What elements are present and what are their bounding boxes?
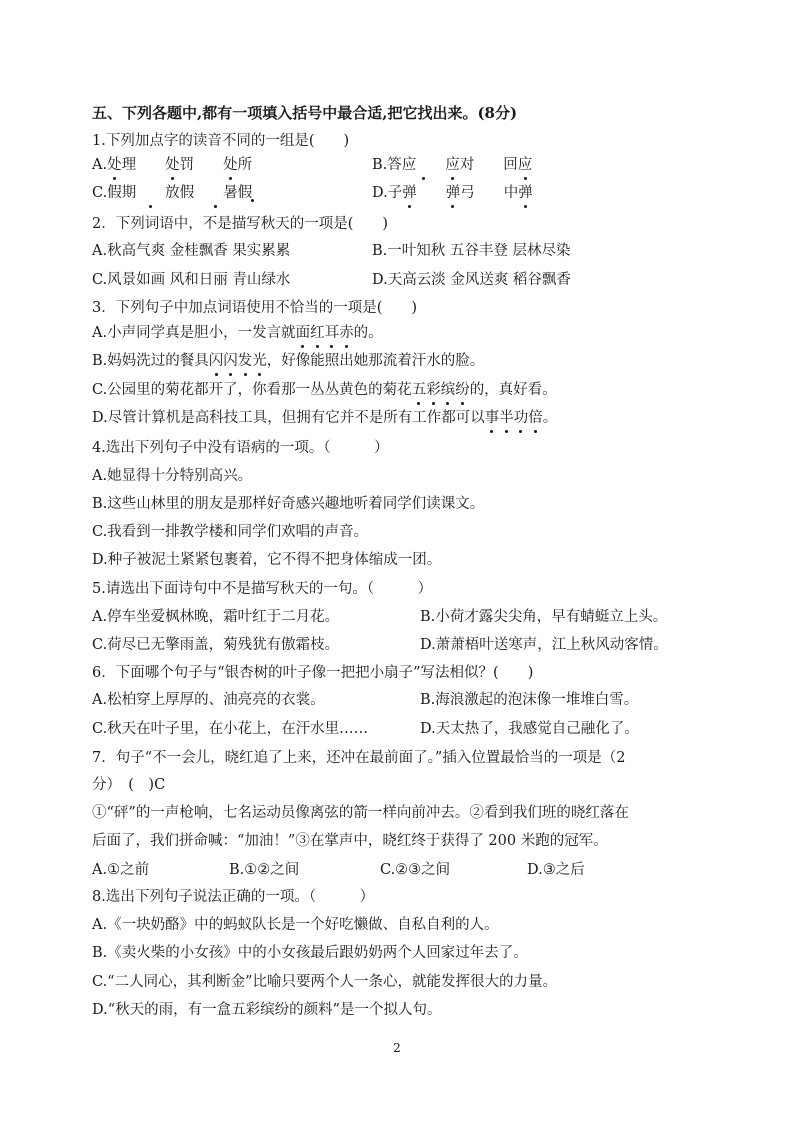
q7-option-a: A.①之前 (92, 862, 150, 878)
q3-option-d: D.尽管计算机是高科技工具，但拥有它并不是所有工作都可以事半功倍。 (92, 410, 558, 426)
dotted-char: 处 (165, 157, 180, 173)
dotted-char: 应 (401, 157, 446, 173)
dotted-char: 期 放 (121, 185, 180, 201)
dotted-char: 纷 (455, 382, 470, 398)
dotted-char: 弹 (402, 185, 417, 201)
q2-option-c: C.风景如画 风和日丽 青山绿水 (92, 272, 291, 288)
q7-option-d: D.③之后 (527, 862, 585, 878)
q7-passage-line2: 后面了，我们拼命喊：“加油！”③在掌声中，晓红终于获得了 200 米跑的冠军。 (92, 833, 608, 849)
q7-stem-line2: 分） ( )C (92, 777, 166, 793)
dotted-char: 赤 (339, 325, 354, 341)
q6-option-b: B.海浪激起的泡沫像一堆堆白雪。 (420, 692, 639, 708)
dotted-char: 事 (484, 410, 500, 426)
q4-stem: 4.选出下列句子中没有语病的一项。（ ） (92, 440, 389, 456)
section-heading: 五、下列各题中,都有一项填入括号中最合适,把它找出来。(8分) (92, 104, 518, 122)
q7-option-b: B.①②之间 (229, 862, 300, 878)
q5-stem: 5.请选出下面诗句中不是描写秋天的一句。（ ） (92, 581, 433, 597)
q6-option-a: A.松柏穿上厚厚的、油亮亮的衣裳。 (92, 692, 325, 708)
dotted-char: 应 (517, 157, 533, 173)
q6-option-d: D.天太热了，我感觉自己融化了。 (420, 721, 639, 737)
q7-option-c: C.②③之间 (380, 862, 451, 878)
dotted-char: 倍 (528, 410, 543, 426)
dotted-char: 发 (237, 353, 253, 369)
dotted-char: 彩 (426, 382, 441, 398)
dotted-char: 弹 (518, 185, 533, 201)
dotted-phrase (412, 382, 470, 398)
q2-option-a: A.秋高气爽 金桂飘香 果实累累 (92, 243, 291, 259)
dotted-char: 功 (513, 410, 529, 426)
dotted-phrase (209, 353, 267, 369)
q4-option-d: D.种子被泥土紧紧包裹着，它不得不把身体缩成一团。 (92, 552, 442, 568)
q6-stem: 6．下面哪个句子与“银杏树的叶子像一把把小扇子”写法相似？( ) (92, 665, 534, 681)
q7-stem-line1: 7．句子“不一会儿，晓红追了上来，还冲在最前面了。”插入位置最恰当的一项是（2 (92, 750, 626, 766)
dotted-phrase (485, 410, 543, 426)
q3-stem: 3．下列句子中加点词语使用不恰当的一项是( ) (92, 300, 418, 316)
q6-option-c: C.秋天在叶子里，在小花上，在汗水里…… (92, 721, 369, 737)
dotted-char: 弹 (445, 185, 461, 201)
q1-stem: 1.下列加点字的读音不同的一组是( ) (92, 133, 350, 149)
dotted-char: 处 (223, 157, 238, 173)
q2-stem: 2．下列词语中，不是描写秋天的一项是( ) (92, 216, 389, 232)
q5-option-b: B.小荷才露尖尖角，早有蜻蜓立上头。 (420, 609, 668, 625)
dotted-char: 处 (107, 157, 122, 173)
dotted-char: 应 (445, 157, 460, 173)
dotted-char: 闪 (208, 353, 224, 369)
q4-option-c: C.我看到一排教学楼和同学们欢唱的声音。 (92, 524, 369, 540)
q8-option-b: B.《卖火柴的小女孩》中的小女孩最后跟奶奶两个人回家过年去了。 (92, 945, 528, 961)
q2-option-d: D.天高云淡 金风送爽 稻谷飘香 (372, 272, 571, 288)
q4-option-a: A.她显得十分特别高兴。 (92, 468, 253, 484)
q5-option-d: D.萧萧梧叶送寒声，江上秋风动客情。 (420, 637, 668, 653)
q2-option-b: B.一叶知秋 五谷丰登 层林尽染 (372, 243, 571, 259)
dotted-char: 五 (411, 382, 427, 398)
dotted-char: 缤 (440, 382, 456, 398)
dotted-char: 面 (295, 325, 311, 341)
q1-option-b: B.答应 应对 回应 (372, 157, 533, 173)
q1-option-c: C.假期 放假 暑假 (92, 185, 253, 201)
dotted-char: 耳 (324, 325, 340, 341)
dotted-char: 闪 (223, 353, 238, 369)
dotted-char: 光 (252, 353, 267, 369)
q8-option-a: A.《一块奶酪》中的蚂蚁队长是一个好吃懒做、自私自利的人。 (92, 917, 499, 933)
q5-option-a: A.停车坐爱枫林晚，霜叶红于二月花。 (92, 609, 340, 625)
q8-option-d: D.“秋天的雨，有一盒五彩缤纷的颜料”是一个拟人句。 (92, 1002, 442, 1018)
page-number: 2 (393, 1041, 401, 1055)
dotted-char: 暑 (194, 185, 238, 201)
q1-option-a: A.处理 处罚 处所 (92, 157, 253, 173)
q3-option-b: B.妈妈洗过的餐具闪闪发光，好像能照出她那流着汗水的脸。 (92, 353, 485, 369)
dotted-char: 半 (499, 410, 514, 426)
dotted-phrase (296, 325, 354, 341)
q4-option-b: B.这些山林里的朋友是那样好奇感兴趣地听着同学们读课文。 (92, 496, 485, 512)
q7-passage-line1: ①“砰”的一声枪响，七名运动员像离弦的箭一样向前冲去。②看到我们班的晓红落在 (92, 805, 629, 821)
q1-option-d: D.子弹 弹弓 中弹 (372, 185, 533, 201)
q3-option-c: C.公园里的菊花都开了，你看那一丛丛黄色的菊花五彩缤纷的，真好看。 (92, 382, 557, 398)
q8-option-c: C.“二人同心，其利断金”比喻只要两个人一条心，就能发挥很大的力量。 (92, 974, 558, 990)
q8-stem: 8.选出下列句子说法正确的一项。（ ） (92, 889, 375, 905)
q3-option-a: A.小声同学真是胆小，一发言就面红耳赤的。 (92, 325, 383, 341)
dotted-char: 红 (310, 325, 325, 341)
q5-option-c: C.荷尽已无擎雨盖，菊残犹有傲霜枝。 (92, 637, 340, 653)
